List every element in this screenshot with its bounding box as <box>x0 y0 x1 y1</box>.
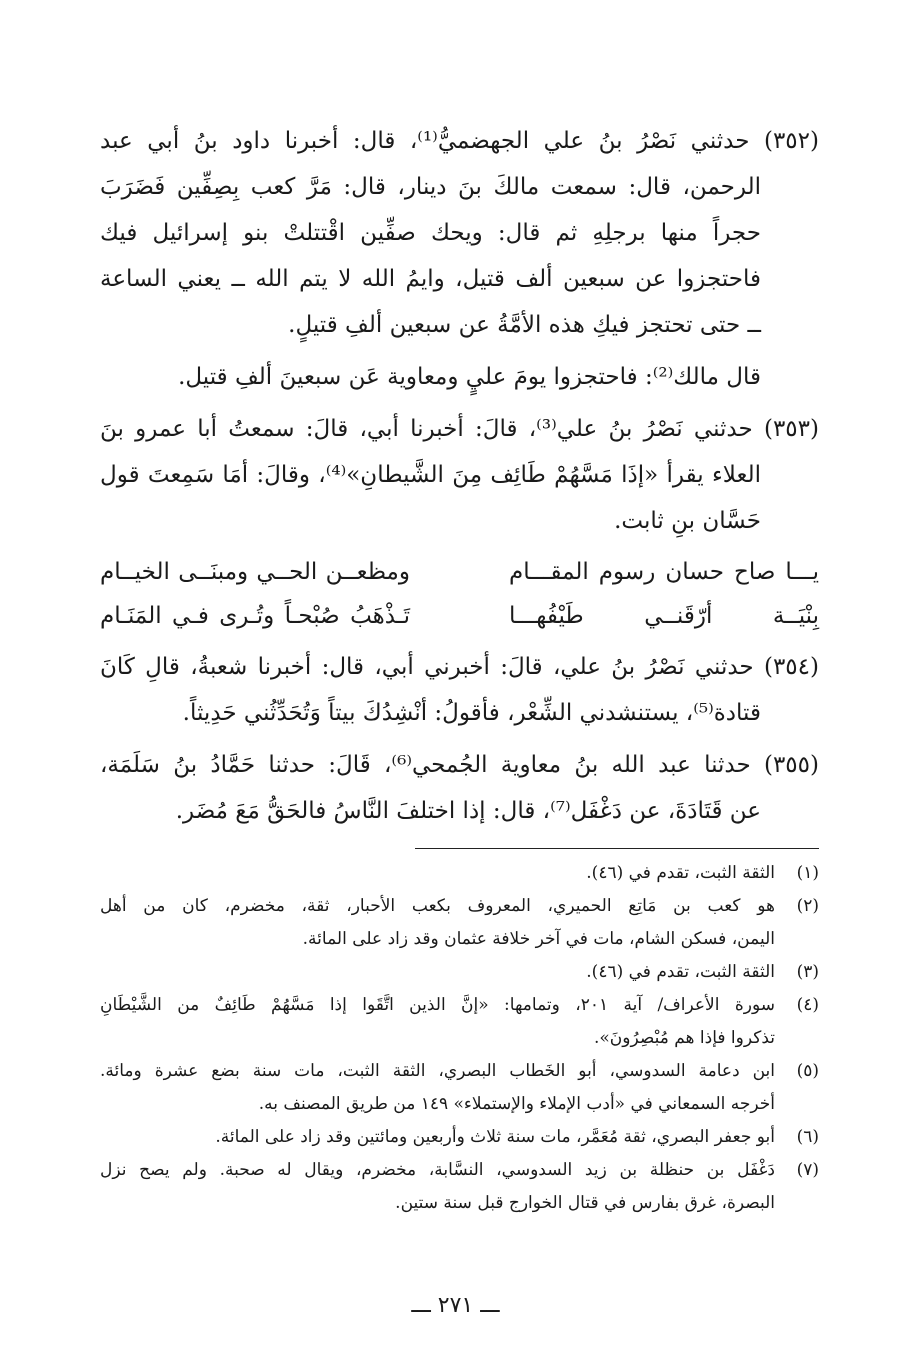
footnote <box>100 1055 819 1121</box>
poem-hemistich-left: ومظعــن الحــي ومبنَــى الخيــام <box>100 559 410 585</box>
footnote-text: أبو جعفر البصري، ثقة مُعَمَّر، مات سنة ثلاث وأربعين ومائتين وقد زاد على المائة. <box>215 1127 775 1147</box>
footnote <box>100 857 819 890</box>
text-line: فاحتجزوا عن سبعين ألف قتيل، وايمُ الله لا يتم الله ــ يعني الساعة <box>100 266 761 292</box>
footnote-number: (٤) <box>796 995 819 1015</box>
footnote-text: ابن دعامة السدوسي، أبو الخَطاب البصري، الثقة الثبت، مات سنة بضع عشرة ومائة. <box>100 1061 775 1081</box>
footnote <box>100 1121 819 1154</box>
footnote <box>100 956 819 989</box>
text-line: الرحمن، قال: سمعت مالكَ بنَ دينار، قال: مَرَّ كعب بِصِفِّين فَضَرَبَ <box>100 174 761 200</box>
page-number: ـــ ٢٧١ ـــ <box>411 1293 500 1318</box>
footnote-separator <box>415 848 819 849</box>
text-line: (٣٥٤) حدثني نَصْرُ بنُ علي، قالَ: أخبرني أبي، قال: أخبرنا شعبةُ، قالِ كَانَ <box>100 654 819 680</box>
poem-verse <box>100 550 819 594</box>
footnote <box>100 989 819 1055</box>
text-line: عن قَتَادَةَ، عن دَغْفَل⁽⁷⁾، قال: إذا اختلفَ النَّاسُ فالحَقُّ مَعَ مُضَر. <box>175 798 761 824</box>
poem <box>100 550 819 638</box>
footnote <box>100 1154 819 1220</box>
footnote-text: اليمن، فسكن الشام، مات في آخر خلافة عثمان وقد زاد على المائة. <box>302 929 775 949</box>
poem-hemistich-right: يـــا صاح حسان رسوم المقـــام <box>509 559 819 585</box>
footnote-text: سورة الأعراف/ آية ٢٠١، وتمامها: «إنَّ الذين اتَّقَوا إذا مَسَّهُمْ طَائِفٌ من الشَّيْطَانِ <box>100 995 775 1015</box>
footnote-text: البصرة، غرق بفارس في قتال الخوارج قبل سنة ستين. <box>395 1193 775 1213</box>
malik-comment <box>100 354 819 400</box>
footnote-text: هو كعب بن مَاتِع الحميري، المعروف بكعب الأحبار، ثقة، مخضرم، كان من أهل <box>100 896 775 916</box>
text-line: حجراً منها برجلِهِ ثم قال: ويحك صفِّين اقْتتلتْ بنو إسرائيل فيك <box>100 220 761 246</box>
footnote-number: (٢) <box>796 896 819 916</box>
hadith-355 <box>100 742 819 834</box>
text-line: العلاء يقرأ «إذَا مَسَّهُمْ طَائِف مِنَ الشَّيطانِ»⁽⁴⁾، وقالَ: أمَا سَمِعتَ قول <box>100 462 761 488</box>
poem-hemistich-right: بِنْيَــة أرّقَنــي طَيْفُهـــا <box>509 603 819 629</box>
footnote <box>100 890 819 956</box>
footnote-number: (٥) <box>796 1061 819 1081</box>
footnotes <box>100 857 819 1220</box>
text-line: حَسَّان بنِ ثابت. <box>614 508 761 534</box>
text-line: (٣٥٣) حدثني نَصْرُ بنُ علي⁽³⁾، قالَ: أخبرنا أبي، قالَ: سمعتُ أبا عمرو بنَ <box>100 416 819 442</box>
footnote-text: تذكروا فإذا هم مُبْصِرُونَ». <box>593 1028 775 1048</box>
text-line: قتادة⁽⁵⁾، يستنشدني الشِّعْر، فأقولُ: أنْشِدُكَ بيتاً وَتُحَدِّثُني حَدِيثاً. <box>182 700 761 726</box>
hadith-352 <box>100 118 819 348</box>
text-line: قال مالك⁽²⁾: فاحتجزوا يومَ عليٍ ومعاوية عَن سبعينَ ألفِ قتيل. <box>178 364 761 390</box>
hadith-353 <box>100 406 819 544</box>
footnote-text: الثقة الثبت، تقدم في (٤٦). <box>586 962 775 982</box>
footnote-number: (١) <box>796 863 819 883</box>
poem-hemistich-left: تَـذْهَبُ صُبْحـاً وتُـرى فـي المَنَـام <box>100 603 410 629</box>
footnote-text: الثقة الثبت، تقدم في (٤٦). <box>586 863 775 883</box>
footnote-number: (٦) <box>796 1127 819 1147</box>
footnote-text: أخرجه السمعاني في «أدب الإملاء والإستملاء» ١٤٩ من طريق المصنف به. <box>258 1094 775 1114</box>
footnote-number: (٣) <box>796 962 819 982</box>
text-line: ــ حتى تحتجز فيكِ هذه الأمَّةُ عن سبعين ألفِ قتيلٍ. <box>288 312 761 338</box>
text-line: (٣٥٥) حدثنا عبد الله بنُ معاوية الجُمحي⁽⁶⁾، قَالَ: حدثنا حَمَّادُ بنُ سَلَمَة، <box>100 752 819 778</box>
footnote-text: دَغْفَل بن حنظلة بن زيد السدوسي، النسَّابة، مخضرم، ويقال له صحبة. ولم يصح نزل <box>100 1160 775 1180</box>
footnote-number: (٧) <box>796 1160 819 1180</box>
text-line: (٣٥٢) حدثني نَصْرُ بنُ علي الجهضميُّ⁽¹⁾، قال: أخبرنا داود بنُ أبي عبد <box>100 128 819 154</box>
poem-verse <box>100 594 819 638</box>
hadith-354 <box>100 644 819 736</box>
